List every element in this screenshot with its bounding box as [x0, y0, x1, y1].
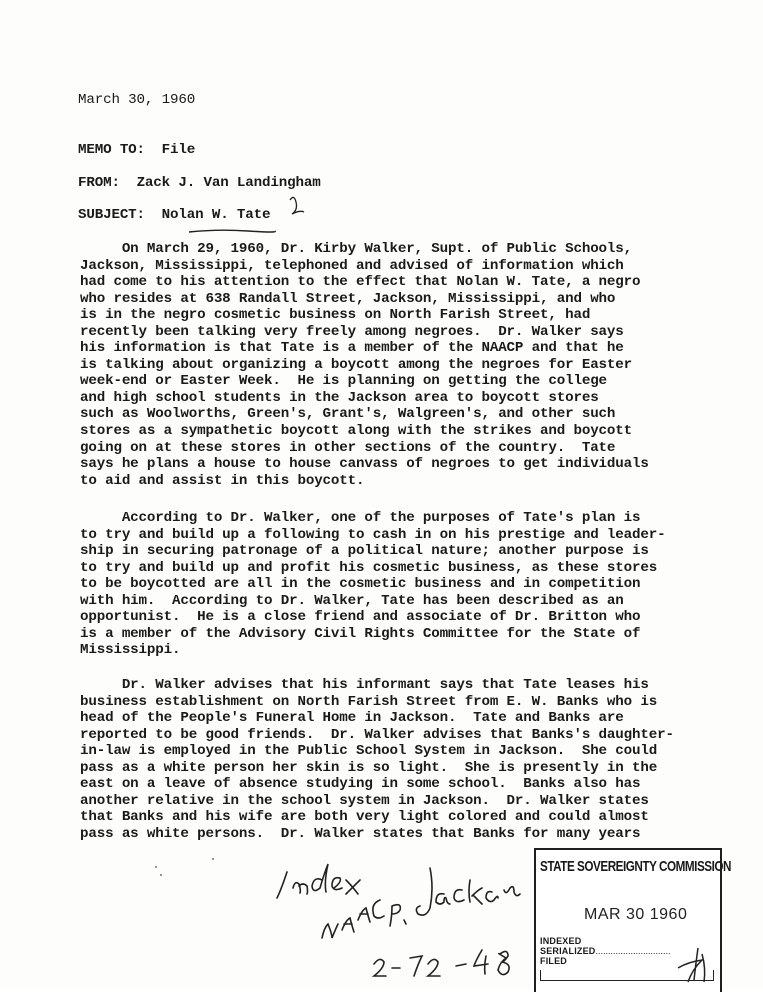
subject-label: SUBJECT:	[78, 207, 145, 223]
paragraph-line: had come to his attention to the effect that Nolan W. Tate, a negro	[80, 274, 641, 291]
paragraph-line: is in the negro cosmetic business on North Farish Street, had	[80, 307, 591, 324]
stamp-serialized-label: SERIALIZED	[540, 946, 596, 956]
paragraph-line: to try and build up a following to cash in on his prestige and leader-	[80, 526, 666, 543]
paragraph-line: his information is that Tate is a member of the NAACP and that he	[80, 340, 624, 357]
memo-date: March 30, 1960	[78, 92, 196, 108]
stamp-filed-label: FILED	[540, 956, 567, 966]
paragraph-line: with him. According to Dr. Walker, Tate has been described as an	[80, 592, 624, 609]
paragraph-line: pass as a white person her skin is so light. She is presently in the	[80, 759, 658, 776]
paragraph-line: that Banks and his wife are both very light colored and could almost	[80, 809, 649, 826]
index-handwriting	[277, 864, 360, 898]
scan-speck	[212, 858, 214, 860]
paragraph-line: to be boycotted are all in the cosmetic business and in competition	[80, 576, 641, 593]
naacp-jackson-handwriting	[322, 868, 520, 938]
paragraph-line: Jackson, Mississippi, telephoned and advised of information which	[80, 257, 624, 274]
stamp-initials-mark	[672, 938, 716, 986]
paragraph-line: is talking about organizing a boycott among the negroes for Easter	[80, 356, 633, 373]
paragraph-line: another relative in the school system in Jackson. Dr. Walker states	[80, 792, 649, 809]
paragraph-line: such as Woolworths, Green's, Grant's, Walgreen's, and other such	[80, 406, 616, 423]
paragraph-line: stores as a sympathetic boycott along with the strikes and boycott	[80, 423, 633, 440]
from-line	[78, 175, 321, 192]
memo-to-label: MEMO TO:	[78, 142, 145, 158]
paragraph-line: reported to be good friends. Dr. Walker advises that Banks's daughter-	[80, 726, 674, 743]
paragraph-line: in-law is employed in the Public School System in Jackson. She could	[80, 743, 658, 760]
paragraph-line: opportunist. He is a close friend and associate of Dr. Britton who	[80, 609, 641, 626]
received-stamp	[534, 848, 732, 992]
subject-check-mark	[290, 197, 304, 214]
stamp-serialized-row: SERIALIZED..............................	[540, 946, 671, 956]
paragraph-line: recently been talking very freely among negroes. Dr. Walker says	[80, 323, 624, 340]
file-number-handwriting	[374, 950, 509, 976]
paragraph-3	[80, 677, 674, 842]
paragraph-line: east on a leave of absence studying in some school. Banks also has	[80, 776, 641, 793]
paragraph-line: week-end or Easter Week. He is planning on getting the college	[80, 373, 607, 390]
subject-handwritten-underline	[188, 228, 276, 234]
memo-to-value: File	[161, 142, 196, 158]
paragraph-line: pass as white persons. Dr. Walker states that Banks for many years	[80, 825, 641, 842]
paragraph-2	[80, 510, 665, 659]
paragraph-line: going on at these stores in other sections of the country. Tate	[80, 439, 616, 456]
paragraph-line: is a member of the Advisory Civil Rights Committee for the State of	[80, 625, 641, 642]
paragraph-1	[80, 241, 649, 489]
paragraph-line: to aid and assist in this boycott.	[80, 472, 365, 489]
stamp-title: STATE SOVEREIGNTY COMMISSION	[540, 858, 732, 875]
stamp-indexed-row	[540, 936, 581, 946]
stamp-filed-row	[540, 956, 567, 966]
subject-line	[78, 207, 270, 224]
paragraph-line: head of the People's Funeral Home in Jackson. Tate and Banks are	[80, 710, 624, 727]
paragraph-line: Dr. Walker advises that his informant says that Tate leases his	[80, 677, 649, 693]
stamp-date: MAR 30 1960	[584, 906, 688, 923]
paragraph-line: who resides at 638 Randall Street, Jackson, Mississippi, and who	[80, 290, 616, 307]
from-value: Zack J. Van Landingham	[136, 175, 321, 191]
paragraph-line: ship in securing patronage of a political nature; another purpose is	[80, 543, 649, 560]
paragraph-line: According to Dr. Walker, one of the purposes of Tate's plan is	[80, 510, 641, 526]
paragraph-line: Mississippi.	[80, 642, 181, 659]
scan-speck	[160, 874, 162, 876]
paragraph-line: business establishment on North Farish Street from E. W. Banks who is	[80, 693, 658, 710]
stamp-indexed-label: INDEXED	[540, 936, 582, 946]
paragraph-line: says he plans a house to house canvass of negroes to get individuals	[80, 456, 649, 473]
paragraph-line: On March 29, 1960, Dr. Kirby Walker, Supt. of Public Schools,	[80, 241, 633, 257]
subject-value: Nolan W. Tate	[161, 207, 271, 223]
memo-to-line	[78, 142, 195, 159]
from-label: FROM:	[78, 175, 120, 191]
paragraph-line: and high school students in the Jackson area to boycott stores	[80, 389, 599, 406]
scan-speck	[155, 866, 157, 868]
paragraph-line: to try and build up and profit his cosmetic business, as these stores	[80, 559, 658, 576]
